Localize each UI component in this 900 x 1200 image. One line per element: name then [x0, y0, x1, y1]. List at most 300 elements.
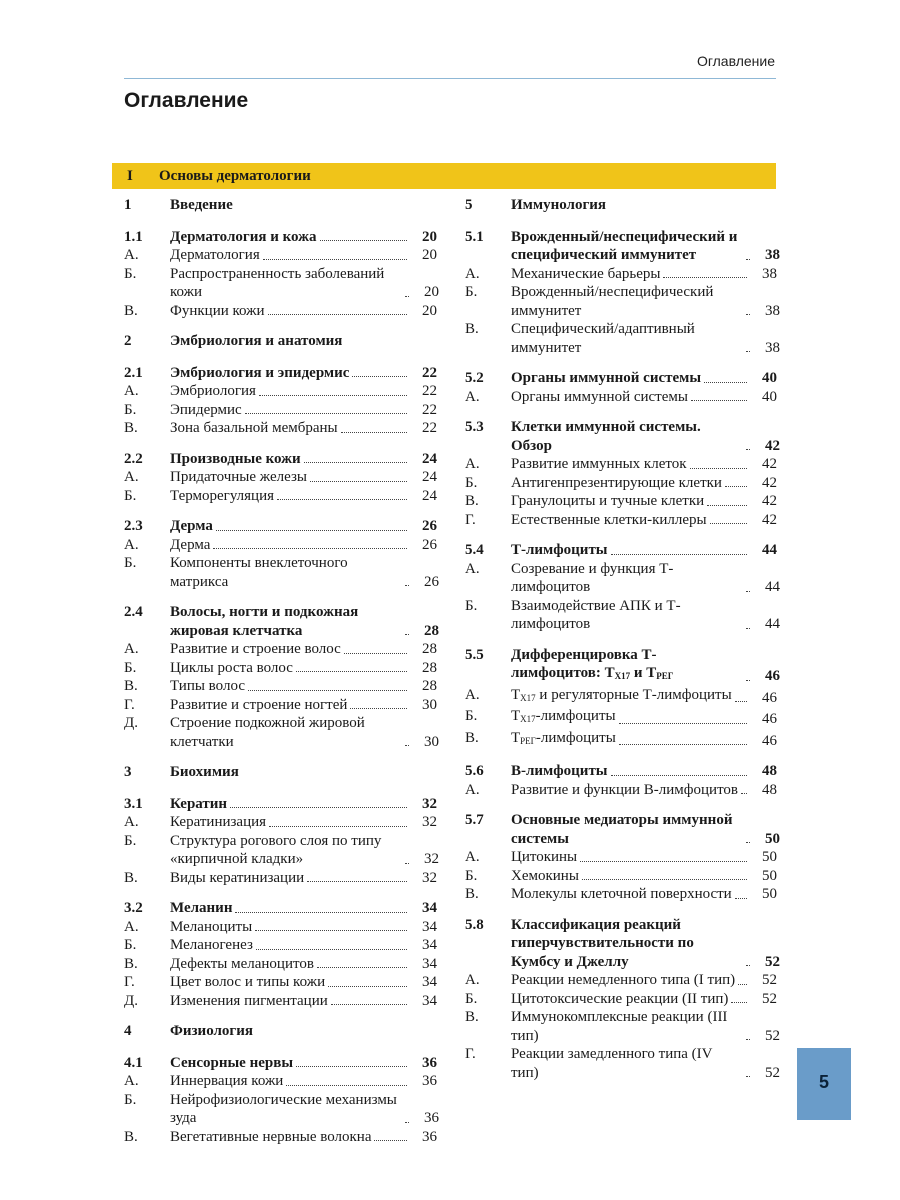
dot-leader [304, 462, 407, 463]
toc-section[interactable] [124, 1054, 437, 1073]
toc-chapter[interactable] [465, 196, 777, 215]
entry-title: Строение подкожной жировой клетчатки [170, 715, 365, 750]
toc-entry[interactable] [124, 832, 437, 869]
toc-entry[interactable] [124, 936, 437, 955]
entry-title: Реакции замедленного типа (IV тип) [511, 1046, 713, 1081]
entry-page: 48 [762, 781, 777, 798]
entry-number: Б. [124, 659, 137, 676]
entry-page: 30 [424, 733, 439, 750]
dot-leader [738, 984, 747, 985]
entry-title: Кератинизация [170, 814, 267, 830]
entry-page: 22 [422, 364, 437, 381]
entry-number: А. [465, 560, 480, 577]
entry-page: 24 [422, 469, 437, 485]
toc-section[interactable] [465, 646, 780, 686]
entry-title: Зона базальной мембраны [170, 420, 338, 436]
entry-number: Б. [124, 832, 137, 849]
dot-leader [277, 499, 407, 500]
entry-number: Б. [124, 265, 137, 282]
toc-entry[interactable] [465, 320, 780, 357]
dot-leader [296, 671, 407, 672]
dot-leader [746, 628, 750, 629]
entry-title: Врожденный/неспецифический и специфический иммунитет [511, 228, 738, 263]
toc-entry[interactable] [465, 971, 777, 990]
entry-page: 20 [422, 302, 437, 319]
entry-number: 2 [124, 333, 132, 349]
page-number: 5 [818, 1072, 829, 1092]
entry-page: 38 [765, 302, 780, 319]
entry-number: А. [465, 265, 480, 282]
toc-entry[interactable] [465, 885, 777, 904]
entry-title: Терморегуляция [170, 487, 275, 504]
toc-section[interactable] [124, 228, 437, 247]
toc-right-column [465, 196, 780, 1082]
toc-section[interactable] [465, 762, 777, 781]
toc-entry[interactable] [124, 714, 437, 751]
entry-page: 22 [422, 401, 437, 418]
dot-leader [663, 277, 747, 278]
toc-section[interactable] [124, 517, 437, 536]
entry-title: Распространенность заболеваний кожи [170, 265, 385, 300]
entry-number: Б. [465, 708, 478, 724]
toc-entry[interactable] [465, 597, 780, 634]
dot-leader [344, 653, 407, 654]
entry-number: Б. [465, 284, 478, 300]
entry-title: Врожденный/неспецифический иммунитет [511, 284, 714, 319]
toc-entry[interactable] [465, 492, 777, 511]
entry-page: 52 [765, 1064, 780, 1081]
entry-title: Иннервация кожи [170, 1073, 284, 1089]
entry-number: А. [465, 972, 480, 988]
dot-leader [256, 949, 407, 950]
page-title: Оглавление [124, 89, 249, 112]
entry-number: Г. [124, 696, 135, 713]
entry-page: 40 [762, 370, 777, 386]
toc-entry[interactable] [124, 487, 437, 506]
toc-entry[interactable] [124, 869, 437, 888]
dot-leader [735, 898, 747, 899]
entry-page: 32 [422, 869, 437, 886]
running-head: Оглавление [696, 53, 775, 69]
toc-chapter[interactable] [124, 1022, 437, 1041]
dot-leader [216, 530, 407, 531]
entry-title: Функции кожи [170, 302, 265, 319]
dot-leader [310, 481, 407, 482]
dot-leader [582, 879, 747, 880]
entry-page: 22 [422, 420, 437, 436]
entry-page: 30 [422, 696, 437, 713]
toc-entry[interactable] [465, 848, 777, 867]
entry-number: Б. [124, 487, 137, 504]
entry-page: 50 [765, 830, 780, 847]
entry-number: А. [124, 1073, 139, 1089]
entry-page: 42 [762, 493, 777, 509]
dot-leader [690, 468, 748, 469]
dot-leader [746, 842, 750, 843]
entry-page: 26 [424, 573, 439, 590]
toc-chapter[interactable] [124, 763, 437, 782]
toc-entry[interactable] [124, 1072, 437, 1091]
toc-entry[interactable] [124, 265, 437, 302]
toc-section[interactable] [465, 541, 777, 560]
entry-title: Эпидермис [170, 401, 242, 418]
entry-number: 5.3 [465, 419, 484, 435]
dot-leader [746, 351, 750, 352]
entry-title: Эмбриология и анатомия [170, 333, 343, 349]
dot-leader [286, 1085, 407, 1086]
dot-leader [405, 1122, 409, 1123]
entry-number: Д. [124, 992, 138, 1009]
dot-leader [405, 745, 409, 746]
entry-title: Меланин [170, 900, 233, 916]
entry-number: Б. [124, 401, 137, 418]
entry-title: Хемокины [511, 867, 579, 884]
toc-entry[interactable] [124, 1091, 437, 1128]
entry-title: Биохимия [170, 764, 239, 780]
dot-leader [710, 523, 747, 524]
entry-title: Дерма [170, 518, 213, 534]
entry-page: 46 [762, 689, 777, 706]
entry-page: 36 [424, 1110, 439, 1126]
toc-entry[interactable] [465, 1008, 780, 1045]
entry-number: А. [124, 536, 139, 553]
toc-section[interactable] [124, 603, 437, 640]
entry-page: 44 [765, 579, 780, 595]
entry-page: 22 [422, 383, 437, 399]
entry-number: Б. [465, 867, 478, 884]
entry-number: 4.1 [124, 1054, 143, 1071]
toc-section[interactable] [124, 450, 437, 469]
entry-number: В. [465, 493, 479, 509]
entry-title: Физиология [170, 1023, 253, 1039]
entry-number: 1 [124, 197, 132, 213]
entry-number: В. [465, 886, 479, 902]
entry-page: 24 [422, 450, 437, 467]
toc-entry[interactable] [465, 474, 777, 493]
dot-leader [263, 259, 407, 260]
toc-left-column [124, 196, 437, 1146]
entry-number: 5.8 [465, 916, 484, 933]
entry-title: Основные медиаторы иммунной системы [511, 812, 733, 847]
toc-section[interactable] [124, 364, 437, 383]
entry-title: Антигенпрезентирующие клетки [511, 474, 722, 491]
dot-leader [725, 486, 747, 487]
dot-leader [317, 967, 407, 968]
dot-leader [405, 634, 409, 635]
entry-title: Развитие и строение волос [170, 641, 341, 657]
part-banner [112, 163, 776, 189]
dot-leader [691, 400, 747, 401]
dot-leader [704, 382, 747, 383]
dot-leader [619, 723, 747, 724]
toc-entry[interactable] [124, 419, 437, 438]
entry-title: Иммунокомплексные реакции (III тип) [511, 1009, 728, 1044]
toc-entry[interactable] [465, 560, 780, 597]
dot-leader [341, 432, 407, 433]
dot-leader [741, 793, 747, 794]
entry-title: Клетки иммунной системы. Обзор [511, 419, 701, 454]
entry-number: В. [124, 420, 138, 436]
entry-number: 3.2 [124, 900, 143, 916]
part-number: I [127, 168, 133, 184]
entry-title: В-лимфоциты [511, 763, 608, 779]
entry-number: А. [124, 247, 139, 263]
toc-entry[interactable] [465, 781, 777, 800]
toc-entry[interactable] [124, 640, 437, 659]
entry-page: 34 [422, 900, 437, 916]
entry-page: 40 [762, 388, 777, 405]
toc-entry[interactable] [124, 401, 437, 420]
entry-title: Механические барьеры [511, 265, 661, 282]
entry-page: 26 [422, 536, 437, 553]
entry-number: 2.2 [124, 450, 143, 467]
entry-title: Меланогенез [170, 937, 253, 953]
entry-number: Б. [465, 597, 478, 614]
entry-title: Эмбриология и эпидермис [170, 364, 350, 381]
toc-entry[interactable] [124, 659, 437, 678]
toc-section[interactable] [465, 228, 780, 265]
entry-page: 50 [762, 886, 777, 902]
toc-chapter[interactable] [124, 332, 437, 351]
entry-title: Дерматология и кожа [170, 228, 317, 245]
entry-number: 1.1 [124, 228, 143, 245]
dot-leader [611, 554, 747, 555]
entry-title: Виды кератинизации [170, 869, 305, 886]
toc-section[interactable] [465, 418, 780, 455]
toc-entry[interactable] [465, 455, 777, 474]
dot-leader [735, 701, 747, 702]
toc-entry[interactable] [465, 1045, 780, 1082]
dot-leader [746, 680, 750, 681]
entry-title: Введение [170, 197, 233, 213]
toc-entry[interactable] [124, 554, 437, 591]
entry-page: 32 [422, 814, 437, 830]
entry-title: Сенсорные нервы [170, 1054, 294, 1071]
dot-leader [731, 1002, 747, 1003]
entry-title: Гранулоциты и тучные клетки [511, 493, 705, 509]
toc-section[interactable] [465, 811, 780, 848]
entry-number: 3.1 [124, 795, 143, 812]
dot-leader [746, 591, 750, 592]
entry-number: Б. [124, 1091, 137, 1108]
entry-number: В. [124, 955, 138, 972]
entry-page: 32 [422, 795, 437, 812]
entry-page: 36 [422, 1073, 437, 1089]
dot-leader [320, 240, 407, 241]
toc-entry[interactable] [124, 955, 437, 974]
entry-number: Г. [465, 1046, 476, 1062]
entry-page: 44 [765, 616, 780, 632]
entry-number: 5.7 [465, 812, 484, 828]
dot-leader [746, 314, 750, 315]
dot-leader [255, 930, 407, 931]
entry-number: А. [465, 849, 480, 865]
entry-title: Развитие иммунных клеток [511, 456, 687, 472]
entry-page: 20 [422, 228, 437, 245]
entry-title: Дерматология [170, 247, 260, 263]
toc-entry[interactable] [124, 246, 437, 265]
entry-number: В. [124, 678, 138, 694]
toc-entry[interactable] [465, 729, 777, 751]
entry-title: Органы иммунной системы [511, 388, 688, 405]
entry-title: Иммунология [511, 197, 607, 213]
entry-page: 34 [422, 955, 437, 972]
entry-number: В. [465, 1009, 479, 1025]
toc-entry[interactable] [124, 1128, 437, 1147]
toc-section[interactable] [124, 899, 437, 918]
toc-entry[interactable] [465, 283, 780, 320]
toc-entry[interactable] [124, 918, 437, 937]
entry-page: 42 [762, 511, 777, 528]
toc-entry[interactable] [465, 686, 777, 708]
dot-leader [248, 690, 407, 691]
entry-title: Нейрофизиологические механизмы зуда [170, 1091, 397, 1126]
entry-number: А. [465, 456, 480, 472]
toc-section[interactable] [465, 916, 780, 972]
toc-entry[interactable] [124, 992, 437, 1011]
entry-number: Б. [465, 990, 478, 1007]
entry-title: Циклы роста волос [170, 659, 293, 676]
entry-title: Меланоциты [170, 918, 253, 935]
part-title: Основы дерматологии [159, 168, 311, 184]
entry-number: Б. [124, 937, 137, 953]
entry-page: 46 [762, 732, 777, 749]
entry-page: 36 [422, 1054, 437, 1071]
entry-page: 28 [422, 678, 437, 694]
entry-number: Д. [124, 715, 138, 731]
entry-title: Специфический/адаптивный иммунитет [511, 321, 695, 356]
toc-entry[interactable] [465, 511, 777, 530]
toc-section[interactable] [465, 369, 777, 388]
dot-leader [296, 1066, 407, 1067]
toc-entry[interactable] [124, 468, 437, 487]
dot-leader [707, 505, 747, 506]
dot-leader [374, 1140, 407, 1141]
dot-leader [259, 395, 407, 396]
entry-title: Придаточные железы [170, 469, 307, 485]
entry-title: $Т_{Х17}$-лимфоциты [511, 708, 616, 724]
entry-title: Цитотоксические реакции (II тип) [511, 990, 729, 1007]
dot-leader [405, 585, 409, 586]
entry-number: 5 [465, 197, 473, 213]
entry-number: В. [124, 869, 138, 886]
entry-title: Развитие и функции В-лимфоцитов [511, 781, 739, 798]
entry-title: Взаимодействие АПК и Т-лимфоцитов [511, 597, 681, 632]
toc-entry[interactable] [124, 302, 437, 321]
entry-page: 48 [762, 763, 777, 779]
entry-number: 3 [124, 764, 132, 780]
toc-entry[interactable] [124, 677, 437, 696]
dot-leader [328, 986, 407, 987]
entry-number: А. [124, 918, 139, 935]
entry-number: 2.4 [124, 604, 143, 620]
entry-page: 42 [762, 456, 777, 472]
entry-title: Цитокины [511, 849, 578, 865]
entry-page: 28 [424, 622, 439, 639]
entry-number: А. [465, 388, 480, 405]
entry-title: Дерма [170, 536, 211, 553]
entry-title: Производные кожи [170, 450, 301, 467]
toc-entry[interactable] [124, 696, 437, 715]
entry-page: 46 [765, 668, 780, 684]
entry-number: 5.4 [465, 542, 484, 558]
entry-title: Компоненты внеклеточного матрикса [170, 555, 348, 590]
entry-number: В. [465, 321, 479, 337]
entry-title: $Т_{РЕГ}$-лимфоциты [511, 729, 616, 746]
entry-number: А. [124, 641, 139, 657]
entry-title: Органы иммунной системы [511, 370, 702, 386]
entry-number: 5.5 [465, 646, 484, 663]
entry-title: Классификация реакций гиперчувствительности по Кумбсу и Джеллу [511, 916, 694, 970]
entry-page: 38 [765, 339, 780, 356]
entry-title: Изменения пигментации [170, 992, 328, 1009]
entry-title: Волосы, ногти и подкожная жировая клетчатка [170, 604, 359, 639]
entry-page: 34 [422, 918, 437, 935]
toc-entry[interactable] [465, 707, 777, 729]
entry-number: Б. [465, 474, 478, 491]
toc-entry[interactable] [124, 973, 437, 992]
toc-entry[interactable] [465, 388, 777, 407]
entry-number: В. [124, 302, 138, 319]
entry-number: А. [124, 469, 139, 485]
entry-title: Дифференцировка Т-лимфоцитов: $Т_{Х17}$ и $Т_{РЕГ}$ [511, 646, 674, 681]
dot-leader [268, 314, 407, 315]
toc-entry[interactable] [465, 265, 777, 284]
dot-leader [245, 413, 407, 414]
entry-title: Развитие и строение ногтей [170, 696, 348, 713]
entry-page: 52 [762, 972, 777, 988]
dot-leader [405, 863, 409, 864]
entry-page: 42 [762, 474, 777, 491]
header-rule [124, 78, 776, 79]
toc-chapter[interactable] [124, 196, 437, 215]
dot-leader [746, 449, 750, 450]
entry-title: Типы волос [170, 678, 245, 694]
entry-page: 34 [422, 937, 437, 953]
toc-entry[interactable] [124, 536, 437, 555]
entry-title: Цвет волос и типы кожи [170, 974, 326, 990]
dot-leader [580, 861, 747, 862]
toc-entry[interactable] [124, 813, 437, 832]
dot-leader [746, 259, 750, 260]
page-number-tab [797, 1048, 851, 1120]
entry-title: Т-лимфоциты [511, 542, 608, 558]
entry-page: 38 [762, 265, 777, 282]
toc-entry[interactable] [465, 867, 777, 886]
dot-leader [611, 775, 747, 776]
dot-leader [235, 912, 407, 913]
entry-page: 26 [422, 518, 437, 534]
entry-number: 4 [124, 1023, 132, 1039]
entry-page: 32 [424, 851, 439, 867]
entry-page: 44 [762, 542, 777, 558]
dot-leader [746, 965, 750, 966]
entry-title: Молекулы клеточной поверхности [511, 886, 732, 902]
entry-title: Эмбриология [170, 383, 256, 399]
toc-entry[interactable] [465, 990, 777, 1009]
entry-page: 46 [762, 711, 777, 727]
entry-number: 5.1 [465, 228, 484, 245]
toc-section[interactable] [124, 795, 437, 814]
entry-title: Созревание и функция Т-лимфоцитов [511, 560, 674, 595]
dot-leader [619, 744, 747, 745]
entry-page: 20 [422, 247, 437, 263]
entry-number: А. [465, 686, 480, 703]
entry-page: 38 [765, 247, 780, 263]
toc-entry[interactable] [124, 382, 437, 401]
entry-number: Б. [124, 555, 137, 571]
entry-number: 2.3 [124, 518, 143, 534]
